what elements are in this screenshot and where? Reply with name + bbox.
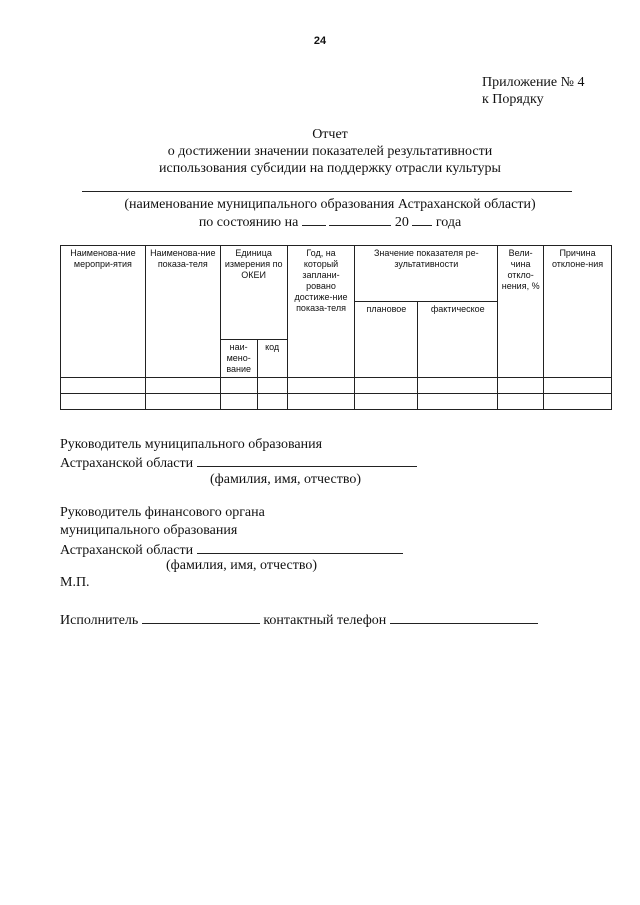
head-caption: (фамилия, имя, отчество)	[210, 472, 362, 487]
municipality-caption: (наименование муниципального образования Астраханской области)	[124, 197, 536, 212]
header-planned: плановое	[355, 302, 418, 378]
finance-head-subtitle: муниципального образования	[60, 523, 238, 538]
finance-signature-blank[interactable]	[197, 540, 403, 554]
table-row	[61, 378, 612, 394]
header-reason: Причина отклоне-ния	[544, 246, 612, 378]
table-cell[interactable]	[61, 378, 146, 394]
table-cell[interactable]	[61, 394, 146, 410]
executor-blank[interactable]	[142, 610, 260, 624]
table-cell[interactable]	[355, 378, 418, 394]
header-indicator-value: Значение показателя ре-зультативности	[355, 246, 498, 302]
executor-label: Исполнитель	[60, 613, 139, 628]
table-cell[interactable]	[220, 378, 257, 394]
appendix-line-1: Приложение № 4	[482, 75, 585, 90]
table-cell[interactable]	[498, 378, 544, 394]
table-cell[interactable]	[418, 394, 498, 410]
table-cell[interactable]	[145, 394, 220, 410]
table-cell[interactable]	[257, 378, 287, 394]
table-cell[interactable]	[418, 378, 498, 394]
finance-caption: (фамилия, имя, отчество)	[166, 558, 318, 573]
table-cell[interactable]	[287, 378, 355, 394]
municipality-blank-line	[82, 191, 572, 192]
report-title-line-2: о достижении значении показателей результативности	[167, 144, 493, 159]
table-cell[interactable]	[145, 378, 220, 394]
table-cell[interactable]	[220, 394, 257, 410]
year-blank	[412, 213, 432, 226]
header-deviation: Вели-чина откло-нения, %	[498, 246, 544, 378]
head-title: Руководитель муниципального образования	[60, 437, 323, 452]
header-unit: Единица измерения по ОКЕИ	[220, 246, 287, 340]
head-region: Астраханской области	[60, 456, 194, 471]
table-cell[interactable]	[355, 394, 418, 410]
finance-region: Астраханской области	[60, 543, 194, 558]
executor-line	[60, 610, 538, 629]
date-suffix: года	[435, 215, 462, 230]
day-blank	[302, 213, 326, 226]
table-cell[interactable]	[544, 394, 612, 410]
header-actual: фактическое	[418, 302, 498, 378]
phone-blank[interactable]	[390, 610, 538, 624]
header-unit-code: код	[257, 340, 287, 378]
report-title-line-3: использования субсидии на поддержку отрасли культуры	[159, 161, 501, 176]
header-year: Год, на который заплани-ровано достиже-ние показа-теля	[287, 246, 355, 378]
table-cell[interactable]	[544, 378, 612, 394]
date-prefix: по состоянию на	[198, 215, 299, 230]
appendix-label	[482, 74, 585, 108]
year-prefix: 20	[394, 215, 409, 230]
table-cell[interactable]	[498, 394, 544, 410]
table-row	[61, 394, 612, 410]
phone-label: контактный телефон	[263, 613, 387, 628]
head-signature-blank[interactable]	[197, 453, 417, 467]
table-cell[interactable]	[287, 394, 355, 410]
report-table	[60, 245, 612, 410]
head-signature-line	[60, 453, 417, 472]
report-date-line	[60, 213, 600, 231]
month-blank	[329, 213, 391, 226]
table-cell[interactable]	[257, 394, 287, 410]
header-unit-name: наи-мено-вание	[220, 340, 257, 378]
seal-label: М.П.	[60, 575, 90, 590]
header-indicator-name: Наименова-ние показа-теля	[145, 246, 220, 378]
page-number: 24	[313, 35, 327, 47]
header-event-name: Наименова-ние меропри-ятия	[61, 246, 146, 378]
finance-head-title: Руководитель финансового органа	[60, 505, 265, 520]
report-title: Отчет	[312, 127, 348, 142]
appendix-line-2: к Порядку	[482, 92, 544, 107]
